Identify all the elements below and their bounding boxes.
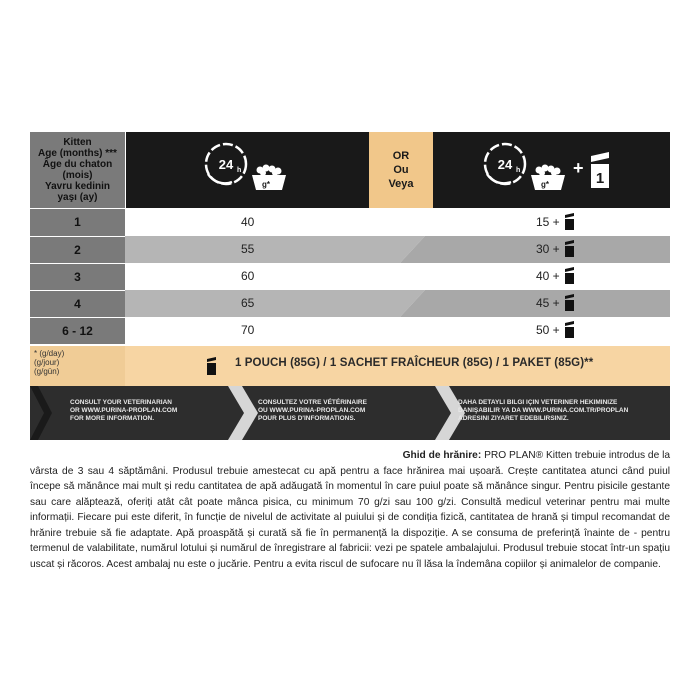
row-5-bg (125, 317, 670, 344)
pouch-bar (30, 346, 670, 386)
bowl-icon (252, 165, 286, 191)
clock-icon (485, 144, 525, 184)
clock-bowl-pouch-icon (481, 138, 621, 204)
units-cell (30, 346, 125, 386)
guide-body: vârsta de 3 sau 4 săptămâni. Produsul trebuie amestecat cu apă pentru a face hrănirea mai ușoară. Crește cantitatea atunci când puiul începe să mănânce mai mult și redu cantitatea de apă adăugată în momentul în care puiul poate să mănânce singur. Pentru pisicile gestante sau care alăptează, oferiți atât cât poate mânca pisica, cu minimum 70 g/zi sau 100 g/zi. Consultă medicul veterinar pentru mai multe informații. Fiecare pui este diferit, în funcție de nivelul de activitate al puiului și de condiția fizică, cantitatea de hrană și timpul recomandat de hrănire trebuie să fie adaptate. Apă proaspătă și curată să fie în permanență la dispoziție. A se consuma de preferință înainte de - pentru termenul de valabilitate, numărul lotului și numărul de înregistrare al fabricii: vezi pe spatele ambalajului. Produsul trebuie stocat într-un spațiu uscat și răcoros. Acest ambalaj nu este o jucărie. Pentru a evita riscul de sufocare nu îl lăsa la îndemâna copiilor și animalelor de companie. (30, 465, 670, 570)
age-cell: 1 (74, 215, 81, 229)
dry-value: 55 (241, 242, 255, 256)
age-header-line-3: Âge du chaton (mois) (42, 159, 113, 181)
clock-bowl-icon (202, 138, 302, 204)
age-header-line-5: yaşı (ay) (57, 192, 98, 203)
mixed-value: 45 + (536, 296, 560, 310)
bowl-icon (531, 165, 565, 191)
or-label-en: OR (392, 150, 410, 162)
unit-line: (g/jour) (34, 358, 60, 367)
pouch-icon (591, 152, 609, 188)
row-2-bg-right (400, 236, 670, 263)
unit-line: (g/gün) (34, 367, 60, 376)
pouch-line: 1 POUCH (85G) / 1 SACHET FRAÎCHEUR (85G) / 1 PAKET (85G)** (235, 357, 594, 369)
age-header-line-2: Age (months) *** (38, 148, 117, 159)
consult-line: OU WWW.PURINA-PROPLAN.COM (258, 407, 366, 414)
consult-tr (458, 399, 628, 423)
age-header-line-1: Kitten (63, 137, 92, 148)
age-header-line-4: Yavru kedinin (44, 181, 111, 192)
dry-value: 65 (241, 296, 255, 310)
clock-unit: h (237, 167, 242, 174)
row-2-bg-left (125, 236, 425, 263)
chevron-right-icon (30, 386, 52, 440)
consult-fr (258, 399, 367, 423)
guide-first-line (30, 448, 670, 464)
or-label-fr: Ou (393, 164, 409, 176)
consult-line: DAHA DETAYLI BILGI IÇIN VETERINER HEKIMINIZE (458, 399, 618, 406)
feeding-guide-text (30, 448, 670, 572)
row-4-bg-right (400, 290, 670, 317)
age-column (30, 132, 125, 344)
dry-value: 40 (241, 215, 255, 229)
age-header (30, 132, 125, 208)
age-cell: 3 (74, 270, 81, 284)
mixed-value: 30 + (536, 242, 560, 256)
or-label-tr: Veya (388, 178, 414, 190)
or-box (369, 132, 433, 208)
mixed-value: 50 + (536, 323, 560, 337)
pouch-icon (206, 356, 218, 376)
chevron-right-icon (228, 386, 258, 440)
mixed-value: 40 + (536, 269, 560, 283)
consult-line: POUR PLUS D'INFORMATIONS. (258, 415, 356, 422)
guide-line: Kitten trebuie introdus de la (545, 450, 670, 461)
consult-line: OR WWW.PURINA-PROPLAN.COM (70, 407, 178, 414)
consult-line: ADRESINI ZIYARET EDEBILIRSINIZ. (458, 415, 569, 422)
pouch-icon (565, 219, 574, 230)
pouch-count: 1 (595, 170, 605, 187)
brand-name: PRO PLAN® (484, 450, 544, 461)
clock-icon (206, 144, 246, 184)
age-cell: 4 (74, 297, 81, 311)
feeding-table (30, 132, 670, 344)
consult-en (70, 399, 177, 423)
clock-label: 24 (497, 157, 513, 172)
age-cell: 2 (74, 243, 81, 257)
bowl-label: g* (541, 180, 549, 189)
dry-value: 70 (241, 323, 255, 337)
consult-band (30, 386, 670, 440)
guide-heading: Ghid de hrănire: (402, 450, 482, 461)
row-1-bg (125, 208, 670, 236)
bowl-label: g* (262, 180, 270, 189)
plus-sign: + (573, 158, 584, 178)
consult-line: CONSULTEZ VOTRE VÉTÉRINAIRE (258, 399, 367, 406)
mixed-value: 15 + (536, 215, 560, 229)
consult-line: DANIŞABILIR YA DA WWW.PURINA.COM.TR/PROPLAN (458, 407, 629, 414)
row-3-bg (125, 263, 670, 290)
pouch-icon-column (564, 212, 576, 344)
consult-line: FOR MORE INFORMATION. (70, 415, 155, 422)
dry-value: 60 (241, 269, 255, 283)
row-4-bg-left (125, 290, 425, 317)
clock-unit: h (516, 167, 521, 174)
consult-line: CONSULT YOUR VETERINARIAN (70, 399, 172, 406)
pouch-icon (565, 213, 574, 218)
unit-line: * (g/day) (34, 349, 65, 358)
age-cell: 6 - 12 (62, 324, 93, 338)
clock-label: 24 (218, 157, 234, 172)
